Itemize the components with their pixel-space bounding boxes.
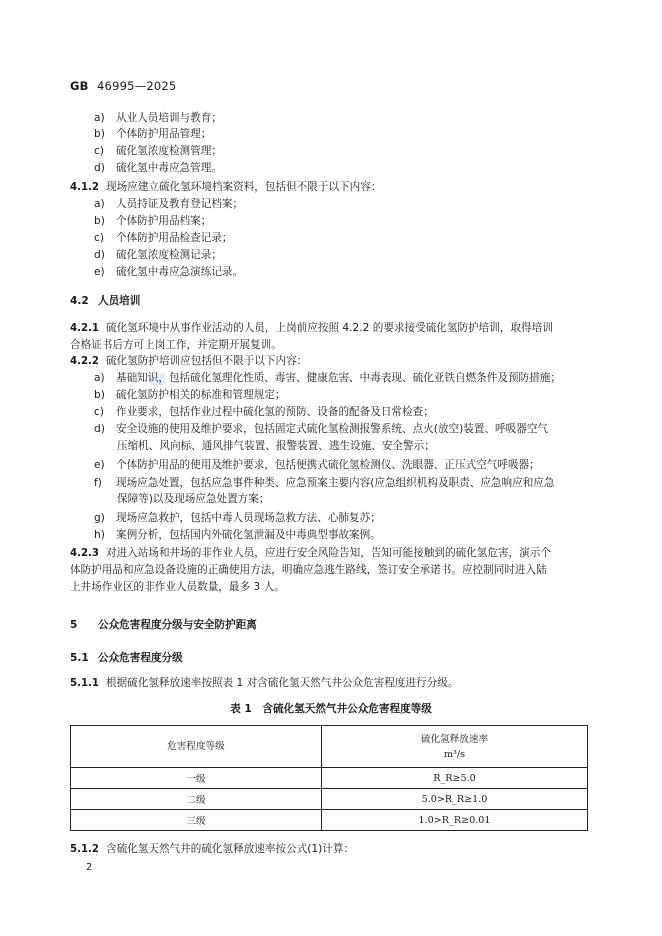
- clause-continuation: 上井场作业区的非作业人员数量，最多 3 人。: [70, 581, 285, 593]
- section-number: 4.2: [70, 295, 89, 307]
- list-continuation: 保障等)以及现场应急处置方案；: [117, 493, 270, 505]
- grade-cell: 一级: [71, 768, 322, 789]
- column-header-grade: 危害程度等级: [71, 726, 322, 768]
- table-caption: 表 1 含硫化氢天然气井公众危害程度等级: [230, 703, 432, 715]
- range-cell: 1.0>R_R≥0.01: [322, 810, 588, 831]
- list-item: [94, 371, 561, 385]
- clause-4-2-2: [70, 354, 307, 369]
- section-heading-5-1: [70, 650, 183, 665]
- table-row: [71, 810, 588, 831]
- clause-text: 硫化氢环境中从事作业活动的人员，上岗前应按照 4.2.2 的要求接受硫化氢防护培训，取得培训: [106, 322, 553, 334]
- clause-continuation: 合格证书后方可上岗工作，并定期开展复训。: [70, 339, 282, 351]
- list-text: 安全设施的使用及维护要求，包括固定式硫化氢检测报警系统、点火(放空)装置、呼吸器空气: [116, 423, 549, 435]
- list-marker: e): [94, 266, 105, 278]
- list-marker: c): [94, 232, 104, 244]
- list-marker: d): [94, 423, 105, 435]
- list-item: [94, 231, 233, 245]
- list-item: [94, 476, 554, 490]
- list-marker: d): [94, 249, 105, 261]
- list-marker: b): [94, 128, 105, 140]
- section-heading-5: [70, 617, 257, 632]
- clause-text: 根据硫化氢释放速率按照表 1 对含硫化氢天然气井公众危害程度进行分级。: [106, 677, 459, 689]
- list-item: [94, 265, 243, 279]
- clause-number: 4.2.3: [70, 548, 100, 559]
- standard-code: [70, 79, 176, 93]
- section-number: 5.1: [70, 652, 89, 664]
- list-text: 硫化氢中毒应急管理。: [116, 162, 222, 174]
- list-text: 个体防护用品管理；: [116, 128, 212, 140]
- clause-text: 现场应建立硫化氢环境档案资料，包括但不限于以下内容：: [106, 181, 382, 193]
- standard-number: 46995—2025: [97, 79, 177, 93]
- list-text: 个体防护用品的使用及维护要求，包括便携式硫化氢检测仪、洗眼器、正压式空气呼吸器；: [116, 459, 540, 471]
- clause-number: 5.1.1: [70, 678, 100, 689]
- clause-text: 硫化氢防护培训应包括但不限于以下内容：: [106, 355, 308, 367]
- list-marker: a): [94, 112, 105, 124]
- list-text: 人员持证及教育登记档案；: [116, 198, 244, 210]
- list-item: [94, 161, 222, 175]
- table-row: [71, 768, 588, 789]
- clause-number: 5.1.2: [70, 844, 100, 855]
- list-item: [94, 144, 222, 158]
- clause-5-1-1: [70, 676, 458, 691]
- page-number: 2: [86, 862, 93, 873]
- clause-number: 4.2.1: [70, 323, 100, 334]
- clause-text: 对进入站场和井场的非作业人员，应进行安全风险告知，告知可能接触到的硫化氢危害，演示个: [106, 547, 551, 559]
- section-heading-4-2: [70, 293, 140, 308]
- section-title: 公众危害程度分级与安全防护距离: [98, 619, 257, 631]
- list-item: [94, 511, 381, 525]
- table-row: [71, 789, 588, 810]
- list-text: 个体防护用品检查记录；: [116, 232, 233, 244]
- range-cell: 5.0>R_R≥1.0: [322, 789, 588, 810]
- clause-4-1-2: [70, 180, 381, 195]
- column-header-release-rate: [322, 726, 588, 768]
- list-item: [94, 458, 540, 472]
- list-text: 从业人员培训与教育；: [116, 112, 222, 124]
- list-item: [94, 214, 211, 228]
- standard-prefix: GB: [70, 79, 89, 93]
- clause-number: 4.1.2: [70, 182, 100, 193]
- clause-continuation: 体防护用品和应急设备设施的正确使用方法，明确应急逃生路线，签订安全承诺书。应控制同时进入陆: [70, 564, 547, 576]
- list-item: [94, 248, 222, 262]
- list-item: [94, 388, 286, 402]
- list-text: 硫化氢浓度检测管理；: [116, 145, 222, 157]
- list-marker: c): [94, 406, 104, 418]
- list-text: 作业要求，包括作业过程中硫化氢的预防、设备的配备及日常检查；: [116, 406, 434, 418]
- list-text: 现场应急救护，包括中毒人员现场急救方法、心肺复苏；: [116, 512, 381, 524]
- list-continuation: 压缩机、风向标、通风排气装置、报警装置、逃生设施、安全警示；: [117, 440, 435, 452]
- list-marker: b): [94, 389, 105, 401]
- list-text: 硫化氢防护相关的标准和管理规定；: [116, 389, 286, 401]
- list-marker: g): [94, 512, 105, 524]
- list-marker: b): [94, 215, 105, 227]
- list-item: [94, 528, 381, 542]
- header-unit: m³/s: [443, 748, 466, 760]
- list-text: 现场应急处置，包括应急事件种类、应急预案主要内容(应急组织机构及职责、应急响应和应急: [116, 477, 555, 489]
- section-title: 公众危害程度分级: [98, 652, 183, 664]
- list-marker: a): [94, 198, 105, 210]
- clause-5-1-2: [70, 842, 354, 857]
- section-number: 5: [70, 619, 78, 631]
- grade-cell: 二级: [71, 789, 322, 810]
- list-text: 个体防护用品档案；: [116, 215, 212, 227]
- hazard-grade-table: [70, 725, 588, 831]
- list-marker: f): [94, 477, 102, 489]
- list-text: 案例分析，包括国内外硫化氢泄漏及中毒典型事故案例。: [116, 529, 381, 541]
- grade-cell: 三级: [71, 810, 322, 831]
- clause-number: 4.2.2: [70, 356, 100, 367]
- list-marker: c): [94, 145, 104, 157]
- list-marker: e): [94, 459, 105, 471]
- clause-4-2-3: [70, 546, 551, 561]
- range-cell: R_R≥5.0: [322, 768, 588, 789]
- table-header-row: [71, 726, 588, 768]
- list-item: [94, 127, 211, 141]
- list-text: 基础知识，包括硫化氢理化性质、毒害、健康危害、中毒表现、硫化亚铁自燃条件及预防措施；: [116, 372, 561, 384]
- list-marker: d): [94, 162, 105, 174]
- list-text: 硫化氢中毒应急演练记录。: [116, 266, 244, 278]
- section-title: 人员培训: [98, 295, 141, 307]
- list-item: [94, 405, 434, 419]
- list-item: [94, 422, 548, 436]
- list-item: [94, 197, 243, 211]
- list-marker: a): [94, 372, 105, 384]
- list-marker: h): [94, 529, 105, 541]
- clause-text: 含硫化氢天然气井的硫化氢释放速率按公式(1)计算：: [106, 843, 355, 855]
- header-label: 硫化氢释放速率: [420, 733, 489, 745]
- clause-4-2-1: [70, 321, 553, 336]
- list-text: 硫化氢浓度检测记录；: [116, 249, 222, 261]
- list-item: [94, 111, 222, 125]
